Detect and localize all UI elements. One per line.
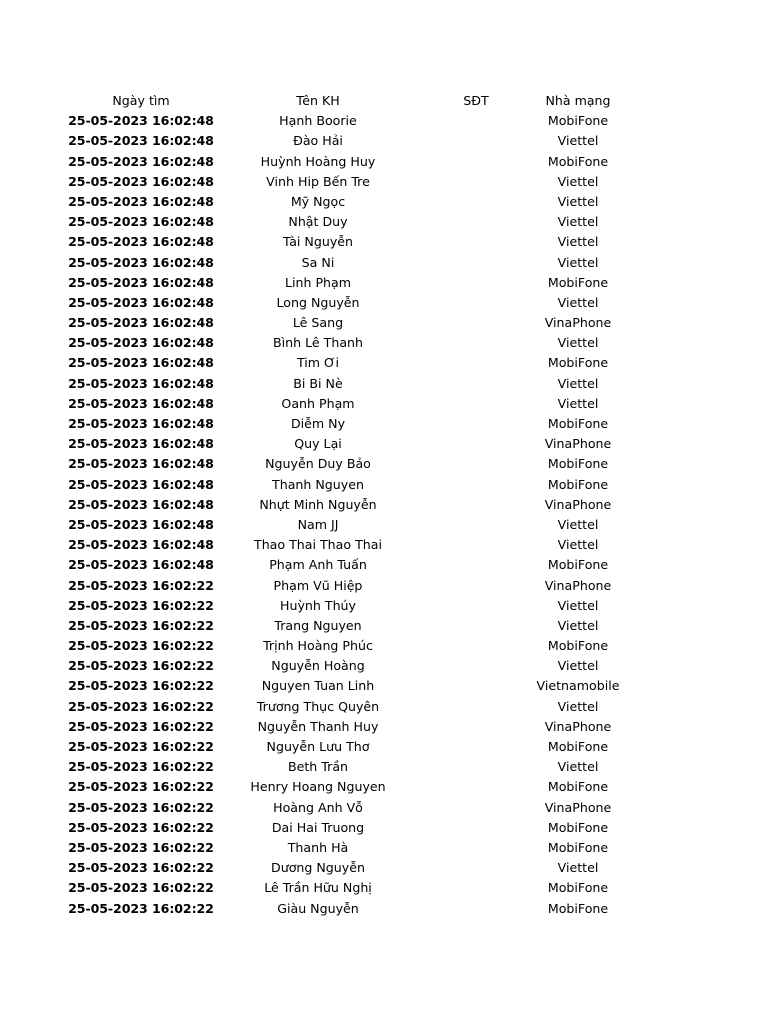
cell-network: MobiFone: [547, 779, 609, 795]
table-row: [0, 636, 768, 656]
cell-date: 25-05-2023 16:02:22: [68, 860, 214, 876]
cell-date: 25-05-2023 16:02:48: [68, 395, 214, 411]
cell-network: Viettel: [557, 294, 599, 310]
cell-name: Trang Nguyen: [274, 617, 362, 633]
cell-name: Nguyễn Lưu Thơ: [266, 739, 370, 754]
cell-name: Đào Hải: [293, 133, 343, 149]
cell-date: 25-05-2023 16:02:48: [68, 557, 214, 573]
cell-network: Viettel: [557, 617, 599, 633]
cell-network: VinaPhone: [544, 718, 612, 734]
cell-name: Nhật Duy: [288, 214, 348, 230]
cell-name: Diễm Ny: [290, 416, 346, 431]
table-row: [0, 656, 768, 676]
cell-network: MobiFone: [547, 819, 609, 835]
table-row: [0, 676, 768, 696]
cell-network: Viettel: [557, 335, 599, 351]
cell-date: 25-05-2023 16:02:48: [68, 133, 214, 149]
cell-network: Viettel: [557, 395, 599, 411]
cell-name: Bi Bi Nè: [293, 375, 343, 391]
cell-date: 25-05-2023 16:02:22: [68, 617, 214, 633]
cell-name: Hạnh Boorie: [279, 113, 357, 129]
header-name: Tên KH: [296, 93, 340, 108]
cell-name: Nguyễn Hoàng: [271, 658, 365, 674]
cell-network: VinaPhone: [544, 436, 612, 452]
cell-date: 25-05-2023 16:02:48: [68, 456, 214, 472]
table-row: [0, 131, 768, 151]
cell-network: MobiFone: [547, 274, 609, 290]
cell-network: MobiFone: [547, 638, 609, 654]
table-row: [0, 111, 768, 131]
table-row: [0, 172, 768, 192]
cell-network: Viettel: [557, 537, 599, 553]
cell-network: MobiFone: [547, 739, 609, 754]
cell-date: 25-05-2023 16:02:22: [68, 739, 214, 754]
cell-network: MobiFone: [547, 839, 609, 855]
cell-date: 25-05-2023 16:02:48: [68, 294, 214, 310]
cell-date: 25-05-2023 16:02:22: [68, 819, 214, 835]
cell-network: VinaPhone: [544, 799, 612, 815]
cell-date: 25-05-2023 16:02:48: [68, 234, 214, 250]
table-header-row: [0, 91, 768, 111]
table-row: [0, 475, 768, 495]
cell-network: Viettel: [557, 375, 599, 391]
table-row: [0, 798, 768, 818]
table-row: [0, 495, 768, 515]
cell-network: Viettel: [557, 698, 599, 714]
cell-name: Long Nguyễn: [276, 294, 360, 310]
cell-date: 25-05-2023 16:02:48: [68, 355, 214, 371]
cell-name: Vinh Hip Bến Tre: [266, 173, 370, 189]
table-row: [0, 434, 768, 454]
cell-network: Viettel: [557, 133, 599, 149]
cell-name: Thao Thai Thao Thai: [254, 537, 382, 553]
cell-network: Vietnamobile: [536, 678, 620, 694]
cell-name: Lê Trần Hữu Nghị: [264, 880, 372, 896]
cell-date: 25-05-2023 16:02:22: [68, 900, 214, 916]
table-row: [0, 757, 768, 777]
cell-name: Tài Nguyễn: [282, 234, 354, 250]
cell-network: VinaPhone: [544, 577, 612, 593]
table-row: [0, 576, 768, 596]
cell-name: Mỹ Ngọc: [290, 193, 346, 209]
cell-name: Oanh Phạm: [281, 395, 355, 411]
header-date: Ngày tìm: [112, 93, 170, 108]
cell-network: VinaPhone: [544, 315, 612, 331]
table-row: [0, 818, 768, 838]
cell-name: Phạm Anh Tuấn: [269, 557, 367, 573]
cell-network: MobiFone: [547, 880, 609, 896]
cell-network: VinaPhone: [544, 496, 612, 512]
cell-network: MobiFone: [547, 900, 609, 916]
cell-name: Tim Ơi: [296, 355, 340, 371]
cell-network: Viettel: [557, 214, 599, 230]
table-row: [0, 777, 768, 797]
table-body: [0, 111, 768, 919]
cell-network: Viettel: [557, 234, 599, 250]
table-row: [0, 394, 768, 414]
table-row: [0, 555, 768, 575]
cell-name: Nam JJ: [297, 516, 339, 532]
header-phone: SĐT: [463, 93, 489, 108]
cell-name: Nhựt Minh Nguyễn: [259, 496, 377, 512]
cell-network: MobiFone: [547, 113, 609, 129]
cell-date: 25-05-2023 16:02:22: [68, 718, 214, 734]
cell-date: 25-05-2023 16:02:48: [68, 274, 214, 290]
cell-name: Trương Thục Quyên: [256, 698, 380, 714]
cell-name: Dương Nguyễn: [271, 860, 365, 876]
cell-date: 25-05-2023 16:02:22: [68, 658, 214, 674]
cell-date: 25-05-2023 16:02:48: [68, 193, 214, 209]
cell-name: Nguyen Tuan Linh: [261, 678, 375, 694]
table-row: [0, 535, 768, 555]
cell-date: 25-05-2023 16:02:48: [68, 476, 214, 492]
table-row: [0, 878, 768, 898]
table-row: [0, 313, 768, 333]
cell-network: MobiFone: [547, 416, 609, 431]
cell-name: Thanh Nguyen: [272, 476, 364, 492]
cell-date: 25-05-2023 16:02:22: [68, 638, 214, 654]
cell-date: 25-05-2023 16:02:48: [68, 496, 214, 512]
cell-date: 25-05-2023 16:02:22: [68, 880, 214, 896]
cell-name: Dai Hai Truong: [271, 819, 365, 835]
cell-name: Giàu Nguyễn: [277, 900, 359, 916]
cell-network: MobiFone: [547, 153, 609, 169]
cell-date: 25-05-2023 16:02:48: [68, 436, 214, 452]
cell-name: Bình Lê Thanh: [272, 335, 364, 351]
cell-network: Viettel: [557, 597, 599, 613]
cell-name: Trịnh Hoàng Phúc: [263, 638, 373, 654]
cell-network: Viettel: [557, 759, 599, 775]
cell-name: Sa Ni: [301, 254, 335, 270]
cell-date: 25-05-2023 16:02:48: [68, 335, 214, 351]
cell-name: Nguyễn Thanh Huy: [257, 718, 379, 734]
cell-network: Viettel: [557, 193, 599, 209]
cell-network: MobiFone: [547, 355, 609, 371]
table-row: [0, 212, 768, 232]
cell-name: Lê Sang: [292, 315, 344, 331]
cell-date: 25-05-2023 16:02:22: [68, 839, 214, 855]
cell-network: Viettel: [557, 254, 599, 270]
cell-date: 25-05-2023 16:02:22: [68, 577, 214, 593]
table-row: [0, 737, 768, 757]
cell-date: 25-05-2023 16:02:22: [68, 759, 214, 775]
cell-name: Beth Trần: [287, 759, 349, 775]
cell-date: 25-05-2023 16:02:48: [68, 315, 214, 331]
table-row: [0, 152, 768, 172]
cell-date: 25-05-2023 16:02:48: [68, 537, 214, 553]
table-row: [0, 273, 768, 293]
cell-date: 25-05-2023 16:02:22: [68, 597, 214, 613]
table-row: [0, 858, 768, 878]
cell-name: Quy Lại: [294, 436, 342, 452]
table-row: [0, 697, 768, 717]
table-row: [0, 374, 768, 394]
cell-date: 25-05-2023 16:02:48: [68, 153, 214, 169]
cell-network: Viettel: [557, 173, 599, 189]
cell-network: Viettel: [557, 516, 599, 532]
customer-table: [0, 91, 768, 919]
table-row: [0, 293, 768, 313]
cell-network: MobiFone: [547, 456, 609, 472]
cell-name: Henry Hoang Nguyen: [250, 779, 386, 795]
cell-date: 25-05-2023 16:02:22: [68, 678, 214, 694]
table-row: [0, 253, 768, 273]
table-row: [0, 192, 768, 212]
table-row: [0, 353, 768, 373]
table-row: [0, 616, 768, 636]
cell-date: 25-05-2023 16:02:48: [68, 516, 214, 532]
cell-date: 25-05-2023 16:02:48: [68, 113, 214, 129]
table-row: [0, 414, 768, 434]
table-row: [0, 596, 768, 616]
cell-network: Viettel: [557, 658, 599, 674]
cell-network: MobiFone: [547, 476, 609, 492]
cell-date: 25-05-2023 16:02:48: [68, 214, 214, 230]
cell-name: Linh Phạm: [284, 274, 352, 290]
table-row: [0, 838, 768, 858]
table-row: [0, 454, 768, 474]
cell-date: 25-05-2023 16:02:48: [68, 416, 214, 431]
cell-date: 25-05-2023 16:02:22: [68, 779, 214, 795]
table-row: [0, 515, 768, 535]
cell-network: Viettel: [557, 860, 599, 876]
cell-network: MobiFone: [547, 557, 609, 573]
cell-name: Huỳnh Hoàng Huy: [260, 153, 376, 169]
cell-name: Nguyễn Duy Bảo: [265, 456, 371, 472]
table-row: [0, 232, 768, 252]
header-network: Nhà mạng: [545, 93, 611, 108]
table-row: [0, 899, 768, 919]
table-row: [0, 717, 768, 737]
cell-date: 25-05-2023 16:02:22: [68, 698, 214, 714]
cell-date: 25-05-2023 16:02:22: [68, 799, 214, 815]
cell-date: 25-05-2023 16:02:48: [68, 173, 214, 189]
table-row: [0, 333, 768, 353]
cell-name: Thanh Hà: [287, 839, 349, 855]
cell-name: Phạm Vũ Hiệp: [273, 577, 363, 593]
cell-name: Hoàng Anh Vỗ: [273, 799, 363, 815]
cell-date: 25-05-2023 16:02:48: [68, 375, 214, 391]
cell-name: Huỳnh Thúy: [280, 597, 356, 613]
cell-date: 25-05-2023 16:02:48: [68, 254, 214, 270]
